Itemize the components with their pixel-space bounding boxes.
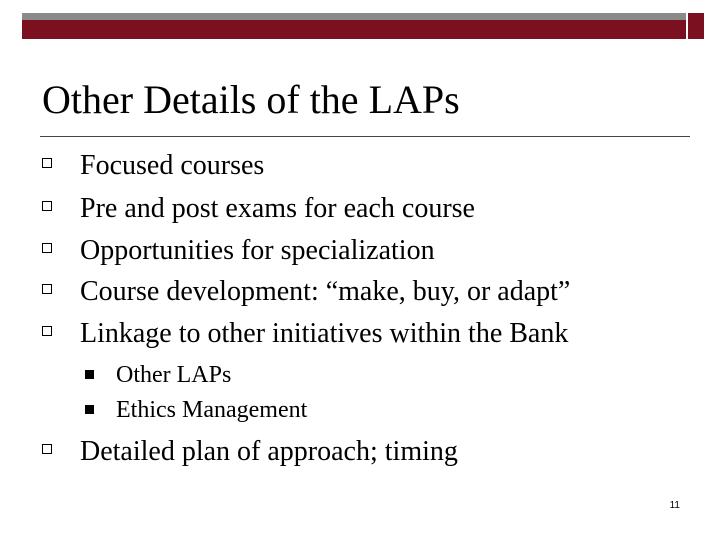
sub-bullet-item bbox=[0, 395, 720, 425]
bullet-text: Pre and post exams for each course bbox=[80, 193, 475, 224]
hollow-square-bullet-icon bbox=[42, 326, 52, 336]
sub-bullet-text: Other LAPs bbox=[116, 362, 232, 388]
bullet-item bbox=[0, 149, 720, 183]
bullet-text: Detailed plan of approach; timing bbox=[80, 436, 458, 467]
hollow-square-bullet-icon bbox=[42, 201, 52, 211]
slide-title: Other Details of the LAPs bbox=[42, 77, 460, 122]
bullet-text: Opportunities for specialization bbox=[80, 235, 435, 266]
hollow-square-bullet-icon bbox=[42, 284, 52, 294]
sub-bullet-item bbox=[0, 360, 720, 390]
hollow-square-bullet-icon bbox=[42, 158, 52, 168]
bullet-item bbox=[0, 275, 720, 309]
sub-bullet-text: Ethics Management bbox=[116, 397, 308, 423]
hollow-square-bullet-icon bbox=[42, 243, 52, 253]
hollow-square-bullet-icon bbox=[42, 444, 52, 454]
filled-square-bullet-icon bbox=[85, 405, 94, 414]
bullet-item bbox=[0, 234, 720, 268]
bullet-item bbox=[0, 435, 720, 469]
filled-square-bullet-icon bbox=[85, 370, 94, 379]
bullet-text: Course development: “make, buy, or adapt” bbox=[80, 276, 571, 307]
bullet-item bbox=[0, 192, 720, 226]
bullet-item bbox=[0, 317, 720, 351]
page-number: 11 bbox=[669, 500, 680, 511]
bullet-text: Linkage to other initiatives within the Bank bbox=[80, 318, 569, 349]
bullet-text: Focused courses bbox=[80, 150, 265, 181]
